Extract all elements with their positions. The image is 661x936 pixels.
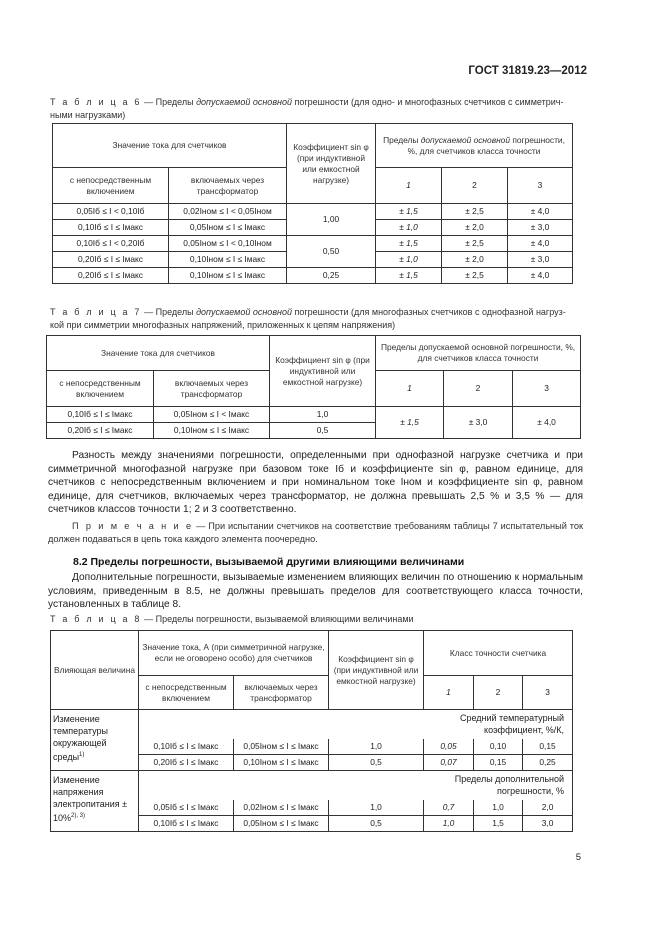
t8-group-voltage [51, 771, 139, 832]
table7-label: Т а б л и ц а 7 [50, 307, 142, 317]
table-cell: 0,02Iном ≤ I ≤ Iмакс [234, 800, 329, 816]
table6-label: Т а б л и ц а 6 [50, 97, 142, 107]
table7-caption [50, 306, 595, 332]
t7-header-class2: 2 [444, 371, 513, 407]
table-cell: ± 1,5 [376, 236, 442, 252]
t6-header-current: Значение тока для счетчиков [53, 124, 287, 168]
table-cell [234, 710, 329, 739]
table-cell: 0,20Iб ≤ I ≤ Iмакс [47, 423, 154, 439]
t8-header-influence: Влияющая величина [51, 631, 139, 710]
t8-group-temperature-label: Изменение температуры окружающей среды [53, 714, 109, 762]
t7-header-trans: включаемых через трансформатор [154, 371, 270, 407]
page-number: 5 [575, 852, 581, 863]
table-cell: ± 3,0 [508, 252, 573, 268]
table7-caption-emphasis: допускаемой основной [196, 307, 292, 317]
table6-caption-part: ными нагрузками) [50, 110, 126, 120]
table-cell: 0,15 [474, 755, 523, 771]
table-cell: 3,0 [523, 816, 573, 832]
t8-header-class1: 1 [424, 676, 474, 710]
t7-header-current: Значение тока для счетчиков [47, 336, 270, 371]
table-cell: 0,05Iном ≤ I ≤ Iмакс [234, 739, 329, 755]
table-cell: 0,05Iб ≤ I ≤ Iмакс [139, 800, 234, 816]
table-cell [139, 771, 234, 800]
table-cell: 1,0 [474, 800, 523, 816]
paragraph-difference: Разность между значениями погрешности, определенными при однофазной нагрузке счетчика и при симметричной многофазной нагрузке при базовом токе Iб и коэффициенте sin φ, равном единице, для счетчиков с непосредственным включением и при номинальном токе Iном и коэффициенте sin φ, равном единице, для счетчиков, включаемых через трансформатор, не должна превышать 2,5 % и 3,5 % — для счетчиков классов точности 1; 2 и 3 соответственно. [48, 450, 583, 515]
table-cell: 0,25 [287, 268, 376, 284]
table-cell: 0,15 [523, 739, 573, 755]
table-cell: 0,07 [424, 755, 474, 771]
t8-header-current: Значение тока, А (при симметричной нагрузке, если не оговорено особо) для счетчиков [139, 631, 329, 676]
table-cell: 0,20Iб ≤ I ≤ Iмакс [53, 252, 169, 268]
table-cell [234, 771, 329, 800]
table-cell: 1,0 [329, 739, 424, 755]
t7-header-limits: Пределы допускаемой основной погрешности, %, для счетчиков класса точности [376, 336, 581, 371]
table-cell: 0,10Iб ≤ I ≤ Iмакс [139, 816, 234, 832]
table7-caption-part: — Пределы [141, 307, 197, 317]
table-cell: 0,10Iб ≤ I < 0,20Iб [53, 236, 169, 252]
table7-caption-part: кой при симметрии многофазных напряжений, приложенных к цепям напряжения) [50, 320, 396, 330]
table7-caption-part: погрешности (для многофазных счетчиков с однофазной нагруз- [291, 307, 566, 317]
t6-header-class3: 3 [508, 168, 573, 204]
table-cell: 0,5 [329, 755, 424, 771]
table-cell: 1,5 [474, 816, 523, 832]
table-cell [329, 771, 424, 800]
paragraph-additional: Дополнительные погрешности, вызываемые изменением влияющих величин по отношению к нормальным условиям, приведенным в 8.5, не должны превышать пределов для соответствующего класса точности, установленных в таблице 8. [48, 572, 583, 610]
t6-header-limits-emphasis: допускаемой основной [420, 134, 510, 145]
table-cell: 0,05Iб ≤ I < 0,10Iб [53, 204, 169, 220]
note-text: — При испытании счетчиков на соответствие требованиям таблицы 7 испытательный ток должен подаваться в цепь тока каждого элемента поочередно. [48, 521, 583, 544]
table-cell: ± 3,0 [508, 220, 573, 236]
table-cell: 0,10 [474, 739, 523, 755]
table-cell: ± 1,5 [376, 204, 442, 220]
table-cell: 0,5 [270, 423, 376, 439]
t8-header-coef: Коэффициент sin φ (при индуктивной или емкостной нагрузке) [329, 631, 424, 710]
table-cell: 0,02Iном ≤ I < 0,05Iном [169, 204, 287, 220]
table-cell: 0,10Iном ≤ I ≤ Iмакс [169, 252, 287, 268]
t8-header-class3: 3 [523, 676, 573, 710]
table-cell: 1,0 [329, 800, 424, 816]
t8-header-direct: с непосредственным включением [139, 676, 234, 710]
table6 [52, 123, 573, 284]
table8-caption [50, 613, 590, 626]
table-cell: ± 4,0 [513, 407, 581, 439]
table8-caption-part: — Пределы погрешности, вызываемой влияющими величинами [141, 614, 414, 624]
table-cell: 0,10Iб ≤ I ≤ Iмакс [47, 407, 154, 423]
t6-header-limits [376, 124, 573, 168]
table-cell: 0,25 [523, 755, 573, 771]
table-cell: ± 1,5 [376, 407, 444, 439]
table-cell: 0,05Iном ≤ I < Iмакс [154, 407, 270, 423]
table-cell: ± 2,0 [442, 252, 508, 268]
table-cell: 0,05Iном ≤ I < 0,10Iном [169, 236, 287, 252]
t6-header-class2: 2 [442, 168, 508, 204]
table8 [50, 630, 573, 832]
section-heading-8-2: 8.2 Пределы погрешности, вызываемой другими влияющими величинами [73, 556, 465, 568]
table-cell: 0,20Iб ≤ I ≤ Iмакс [139, 755, 234, 771]
t8-header-trans: включаемых через трансформатор [234, 676, 329, 710]
table-cell: 0,10Iном ≤ I ≤ Iмакс [234, 755, 329, 771]
table-cell: ± 4,0 [508, 236, 573, 252]
table-cell: ± 1,0 [376, 252, 442, 268]
table-cell: 0,50 [287, 236, 376, 268]
table-cell: 1,0 [424, 816, 474, 832]
table-cell: 0,10Iном ≤ I ≤ Iмакс [154, 423, 270, 439]
table6-caption [50, 96, 590, 122]
table7 [46, 335, 581, 439]
table-cell: ± 1,5 [376, 268, 442, 284]
table-cell: 1,00 [287, 204, 376, 236]
t8-header-class2: 2 [474, 676, 523, 710]
t6-header-direct: с непосредственным включением [53, 168, 169, 204]
table-cell: 0,10Iб ≤ I ≤ Iмакс [139, 739, 234, 755]
document-header: ГОСТ 31819.23—2012 [468, 65, 587, 77]
table-cell: ± 2,0 [442, 220, 508, 236]
table-cell: ± 2,5 [442, 268, 508, 284]
table-cell: 0,10Iном ≤ I ≤ Iмакс [169, 268, 287, 284]
table-cell: ± 1,0 [376, 220, 442, 236]
table-cell: ± 3,0 [444, 407, 513, 439]
table-cell: 0,10Iб ≤ I ≤ Iмакс [53, 220, 169, 236]
t8-group-voltage-label: Изменение напряжения электропитания ± 10% [53, 775, 128, 823]
t6-header-trans: включаемых через трансформатор [169, 168, 287, 204]
table-cell: 0,5 [329, 816, 424, 832]
t7-header-direct: с непосредственным включением [47, 371, 154, 407]
table-cell: 0,05Iном ≤ I ≤ Iмакс [234, 816, 329, 832]
table-cell: 1,0 [270, 407, 376, 423]
t6-header-limits-part: Пределы [383, 134, 421, 145]
table-cell: ± 2,5 [442, 204, 508, 220]
t6-header-class1: 1 [376, 168, 442, 204]
table-cell: 0,20Iб ≤ I ≤ Iмакс [53, 268, 169, 284]
t8-group-temperature-subheader: Средний температурный коэффициент, %/К, [424, 710, 573, 739]
t7-header-class1: 1 [376, 371, 444, 407]
t8-group-voltage-subheader: Пределы дополнительной погрешности, % [424, 771, 573, 800]
table6-caption-part: — Пределы [141, 97, 197, 107]
t7-header-coef: Коэффициент sin φ (при индуктивной или емкостной нагрузке) [270, 336, 376, 407]
table-cell: 2,0 [523, 800, 573, 816]
note-label: П р и м е ч а н и е [72, 521, 194, 531]
note [48, 520, 583, 546]
table6-caption-emphasis: допускаемой основной [196, 97, 292, 107]
t8-group-temperature [51, 710, 139, 771]
table-cell [329, 710, 424, 739]
table-cell [139, 710, 234, 739]
t8-header-class: Класс точности счетчика [424, 631, 573, 676]
table-cell: ± 4,0 [508, 268, 573, 284]
table6-caption-part: погрешности (для одно- и многофазных счетчиков с симметрич- [291, 97, 564, 107]
table-cell: 0,05Iном ≤ I ≤ Iмакс [169, 220, 287, 236]
table-cell: 0,05 [424, 739, 474, 755]
table-cell: ± 2,5 [442, 236, 508, 252]
table-cell: ± 4,0 [508, 204, 573, 220]
t7-header-class3: 3 [513, 371, 581, 407]
t6-header-limits-part: погрешности, %, для счетчиков класса точности [407, 134, 565, 156]
footnote-ref: 1) [79, 752, 85, 758]
t6-header-coef: Коэффициент sin φ (при индуктивной или емкостной нагрузке) [287, 124, 376, 204]
table-cell: 0,7 [424, 800, 474, 816]
footnote-ref: 2), 3) [71, 813, 86, 819]
table8-label: Т а б л и ц а 8 [50, 614, 142, 624]
